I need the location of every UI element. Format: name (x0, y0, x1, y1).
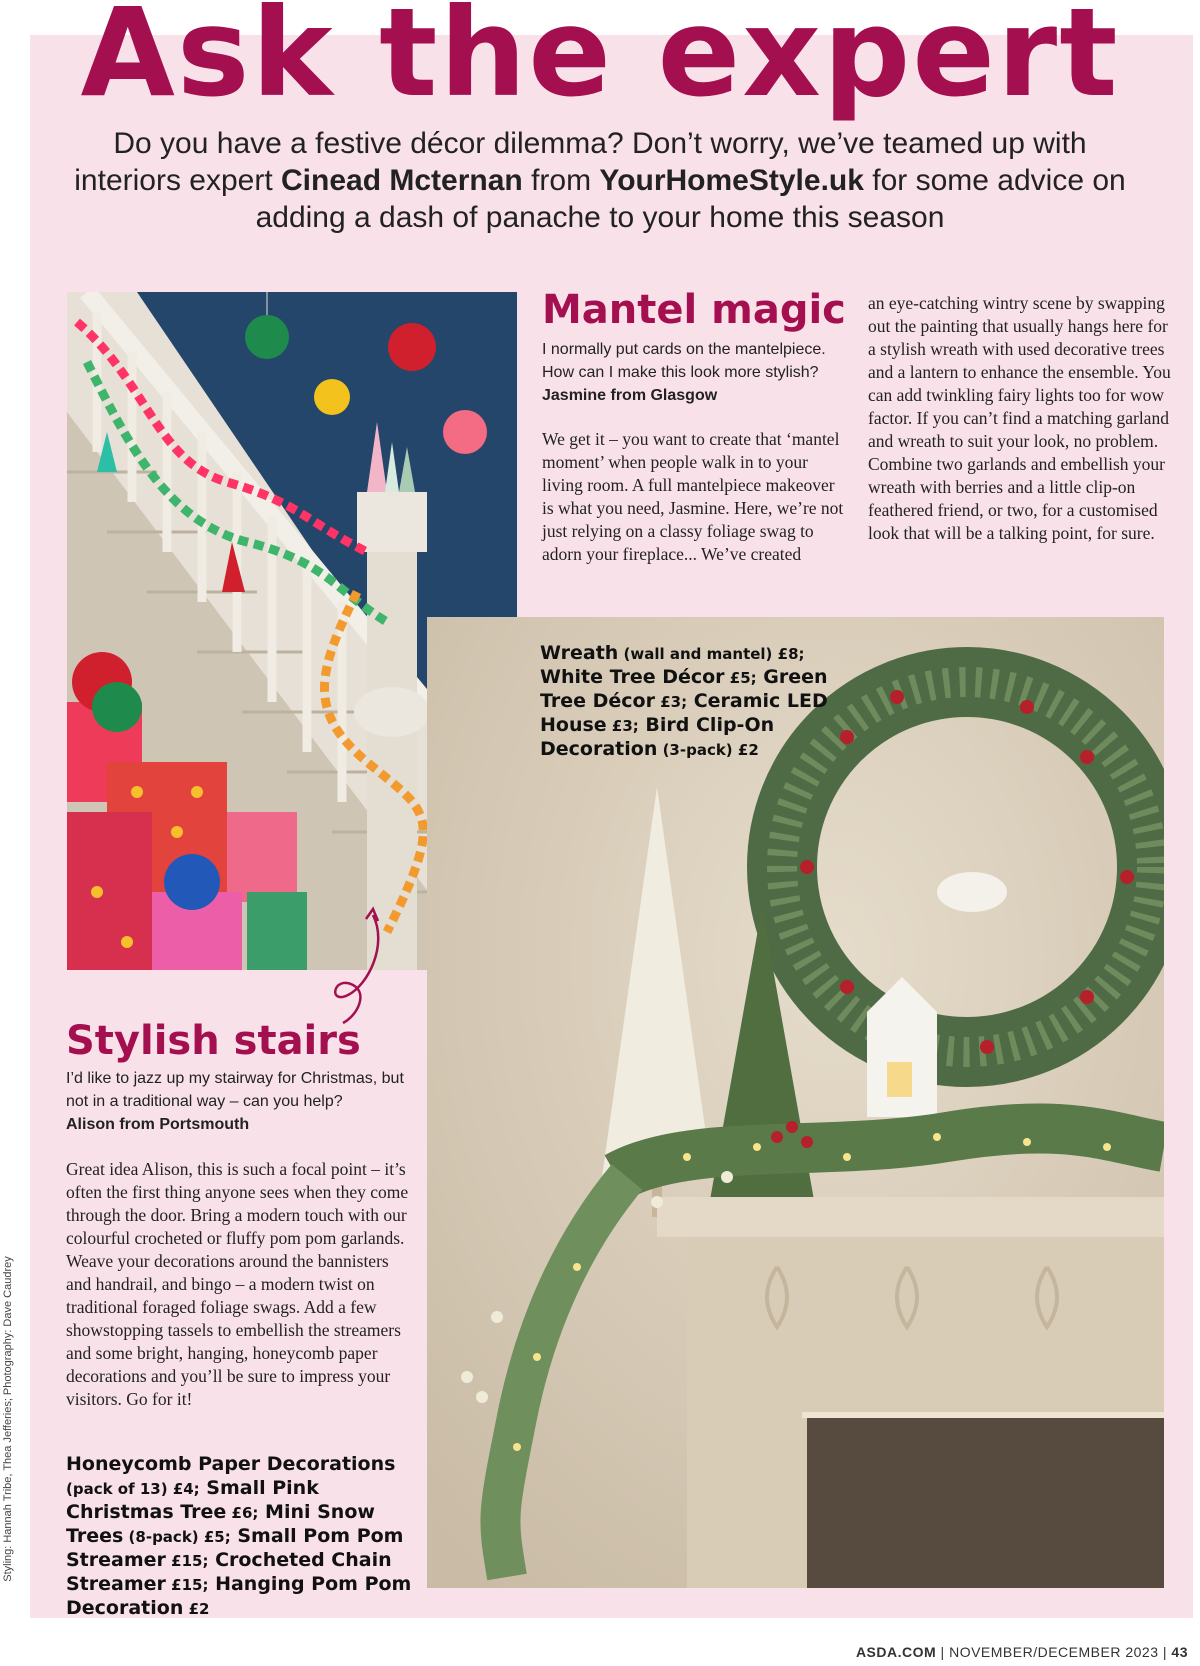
product-price: £8; (777, 645, 805, 663)
expert-site: YourHomeStyle.uk (599, 164, 864, 197)
product-price: £2 (188, 1600, 210, 1618)
intro-paragraph (60, 125, 1140, 236)
product-detail: (3-pack) (657, 741, 738, 759)
product-detail: (pack of 13) (66, 1480, 173, 1498)
product-name: White Tree Décor (540, 666, 725, 688)
product-name: Small Pink Christmas Tree (66, 1477, 319, 1523)
product-name: Wreath (540, 642, 619, 664)
stairs-asker: Alison from Portsmouth (66, 1116, 250, 1133)
product-name: Ceramic LED House (540, 690, 828, 736)
mantel-section-title: Mantel magic (542, 287, 846, 333)
stairs-answer: Great idea Alison, this is such a focal point – it’s often the first thing anyone sees when they come through the door. Bring a modern touch with our colourful crocheted or fluffy pom pom garlands. Weave your decorations around the bannisters and handrail, and bingo – a modern twist on traditional foraged foliage swags. Add a few showstopping tassels to embellish the streamers and some bright, hanging, honeycomb paper decorations and you’ll be sure to impress your visitors. Go for it! (66, 1159, 409, 1409)
mantel-question-text: I normally put cards on the mantelpiece. How can I make this look more stylish? (542, 341, 826, 381)
footer-brand-link[interactable]: ASDA.COM (855, 1644, 937, 1660)
intro-text-2: from (522, 164, 600, 197)
stairs-question (66, 1067, 406, 1136)
product-name: Mini Snow Trees (66, 1501, 375, 1547)
intro-text-1: Do you have a festive décor dilemma? Don’t worry, we’ve teamed up with interiors expert (74, 127, 1087, 197)
product-name: Hanging Pom Pom Decoration (66, 1573, 412, 1619)
product-detail: (wall and mantel) (618, 645, 778, 663)
expert-name: Cinead Mcternan (281, 164, 523, 197)
page-footer (856, 1644, 1188, 1660)
product-price: £2 (737, 741, 759, 759)
mantel-answer-column-2: an eye-catching wintry scene by swapping out the painting that usually hangs here for a stylish wreath with used decorative trees and a lantern to enhance the ensemble. You can add twinkling fairy lights too for wow factor. If you can’t find a matching garland and wreath to suit your look, no problem. Combine two garlands and embellish your wreath with berries and a little clip-on feathered friend, or two, for a customised look that will be a talking point, for sure. (868, 293, 1171, 543)
product-price: £15; (171, 1552, 209, 1570)
product-price: £3; (660, 693, 688, 711)
product-name: Bird Clip-On Decoration (540, 714, 775, 760)
product-price: £5; (203, 1528, 231, 1546)
product-name: Green Tree Décor (540, 666, 828, 712)
page-headline: Ask the expert (80, 0, 1120, 124)
product-name: Small Pom Pom Streamer (66, 1525, 404, 1571)
product-price: £5; (729, 669, 757, 687)
mantel-question (542, 338, 852, 407)
product-price: £4; (172, 1480, 200, 1498)
stairs-question-text: I’d like to jazz up my stairway for Christmas, but not in a traditional way – can you help? (66, 1070, 404, 1110)
mantel-answer-column-1: We get it – you want to create that ‘mantel moment’ when people walk in to your living room. A full mantelpiece makeover is what you need, Jasmine. Here, we’re not just relying on a classy foliage swag to adorn your fireplace... We’ve created (542, 429, 844, 564)
footer-issue: NOVEMBER/DECEMBER 2023 (949, 1644, 1159, 1660)
product-price: £3; (611, 717, 639, 735)
product-name: Crocheted Chain Streamer (66, 1549, 392, 1595)
mantel-product-list (540, 642, 840, 762)
product-name: Honeycomb Paper Decorations (66, 1453, 396, 1475)
curly-arrow-icon (328, 905, 388, 1025)
product-price: £6; (231, 1504, 259, 1522)
footer-separator: | (936, 1644, 950, 1660)
product-price: £15; (171, 1576, 209, 1594)
product-detail: (8-pack) (123, 1528, 204, 1546)
stairs-product-list (66, 1453, 416, 1621)
photo-credit: Styling: Hannah Tribe, Thea Jefferies; Photography: Dave Caudrey (2, 1256, 14, 1582)
page-number: 43 (1171, 1644, 1188, 1660)
stairs-section-title: Stylish stairs (66, 1018, 361, 1064)
footer-separator: | (1158, 1644, 1172, 1660)
mantel-asker: Jasmine from Glasgow (542, 387, 718, 404)
mantelpiece-photo (427, 617, 1164, 1588)
intro-text-3: for some advice on adding a dash of panache to your home this season (255, 164, 1126, 234)
